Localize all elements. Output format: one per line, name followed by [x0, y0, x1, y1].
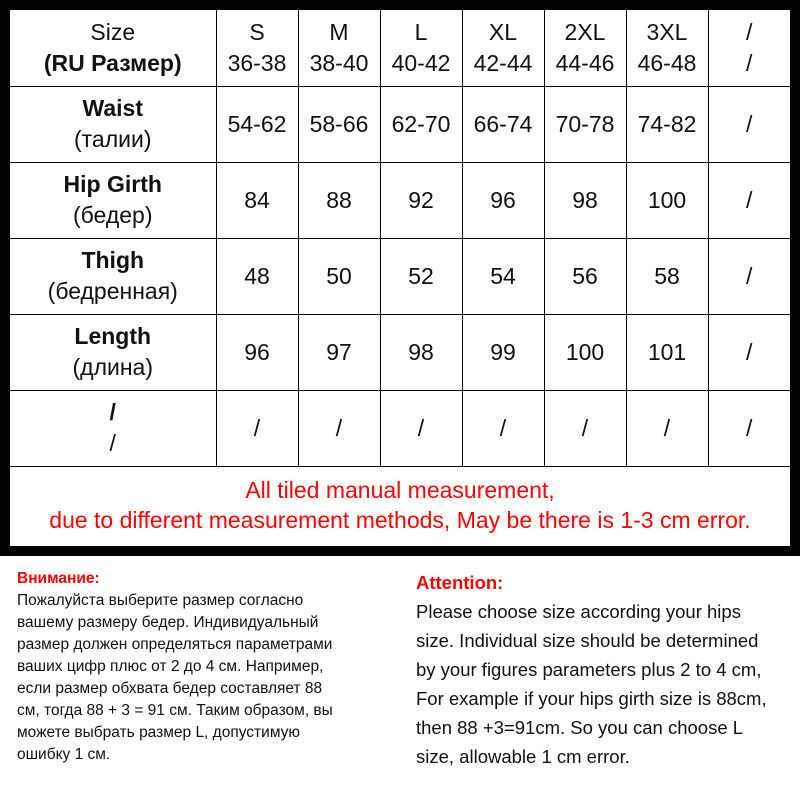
size-chart-table: [10, 10, 790, 543]
size-name: 3XL: [646, 18, 688, 45]
table-row: [10, 314, 790, 390]
row-label-ru: /: [109, 430, 116, 456]
size-name: S: [249, 18, 265, 45]
note-en-title: Attention:: [416, 572, 504, 593]
table-cell: 99: [462, 314, 544, 390]
table-cell: /: [462, 390, 544, 466]
table-cell: 48: [216, 238, 298, 314]
row-label-en: /: [109, 399, 116, 425]
size-header-cell: [462, 10, 544, 86]
table-cell: 101: [626, 314, 708, 390]
footer-line-1: All tiled manual measurement,: [245, 476, 555, 503]
table-cell: 58: [626, 238, 708, 314]
ru-size-range: 36-38: [227, 49, 287, 76]
ru-size-range: 40-42: [391, 49, 451, 76]
table-cell: 98: [544, 162, 626, 238]
size-header-cell: [216, 10, 298, 86]
note-line: вашему размеру бедер. Индивидуальный: [17, 614, 319, 631]
table-cell: 62-70: [380, 86, 462, 162]
note-line: можете выбрать размер L, допустимую: [17, 724, 301, 741]
table-cell: 98: [380, 314, 462, 390]
size-name: XL: [488, 18, 518, 45]
note-line: size, allowable 1 cm error.: [416, 746, 630, 767]
table-cell: 100: [626, 162, 708, 238]
header-label-cell: [10, 10, 216, 86]
note-line: then 88 +3=91cm. So you can choose L: [416, 717, 744, 738]
note-line: size. Individual size should be determined: [416, 630, 759, 651]
size-header-cell: [626, 10, 708, 86]
table-row: [10, 86, 790, 162]
ru-size-range: 42-44: [473, 49, 533, 76]
table-cell: 66-74: [462, 86, 544, 162]
table-cell: 96: [216, 314, 298, 390]
ru-size-range: 38-40: [309, 49, 369, 76]
size-header-cell: [708, 10, 790, 86]
table-cell: /: [544, 390, 626, 466]
note-line: ошибку 1 см.: [17, 746, 111, 763]
ru-size-range: 44-46: [555, 49, 615, 76]
row-label-cell: [10, 238, 216, 314]
table-cell: 96: [462, 162, 544, 238]
row-label-ru: (длина): [72, 354, 153, 380]
note-line: For example if your hips girth size is 88cm,: [416, 688, 767, 709]
table-cell: /: [380, 390, 462, 466]
note-ru-title: Внимание:: [17, 570, 100, 587]
note-english: [416, 568, 800, 771]
note-line: by your figures parameters plus 2 to 4 cm,: [416, 659, 762, 680]
note-russian: [17, 568, 397, 766]
table-cell: 92: [380, 162, 462, 238]
table-cell: 100: [544, 314, 626, 390]
table-cell: /: [708, 238, 790, 314]
note-line: Please choose size according your hips: [416, 601, 741, 622]
table-row: [10, 390, 790, 466]
row-label-ru: (бедер): [72, 202, 153, 228]
table-cell: /: [216, 390, 298, 466]
footer-note: [10, 466, 790, 543]
table-cell: 70-78: [544, 86, 626, 162]
size-name: 2XL: [564, 18, 606, 45]
note-line: см, тогда 88 + 3 = 91 см. Таким образом, вы: [17, 702, 333, 719]
table-cell: /: [298, 390, 380, 466]
size-label: Size: [90, 18, 136, 45]
size-header-cell: [380, 10, 462, 86]
table-cell: /: [708, 390, 790, 466]
row-label-en: Waist: [82, 95, 143, 121]
table-cell: 84: [216, 162, 298, 238]
row-label-en: Thigh: [81, 247, 145, 273]
row-label-cell: [10, 390, 216, 466]
table-cell: 56: [544, 238, 626, 314]
table-cell: 74-82: [626, 86, 708, 162]
table-row: [10, 162, 790, 238]
row-label-ru: (талии): [73, 126, 152, 152]
note-line: ваших цифр плюс от 2 до 4 см. Например,: [17, 658, 324, 675]
size-header-cell: [298, 10, 380, 86]
ru-size-range: 46-48: [637, 49, 697, 76]
table-cell: /: [708, 314, 790, 390]
size-name: /: [746, 18, 753, 45]
row-label-ru: (бедренная): [47, 278, 178, 304]
ru-size-label: (RU Размер): [43, 49, 182, 76]
header-row: [10, 10, 790, 86]
table-cell: 54: [462, 238, 544, 314]
table-row: [10, 238, 790, 314]
table-cell: 97: [298, 314, 380, 390]
table-cell: 54-62: [216, 86, 298, 162]
table-cell: 50: [298, 238, 380, 314]
note-line: если размер обхвата бедер составляет 88: [17, 680, 323, 697]
table-cell: /: [626, 390, 708, 466]
row-label-cell: [10, 162, 216, 238]
table-cell: /: [708, 162, 790, 238]
footer-row: [10, 466, 790, 543]
row-label-cell: [10, 86, 216, 162]
footer-line-2: due to different measurement methods, May be there is 1-3 cm error.: [49, 506, 751, 533]
note-line: размер должен определяться параметрами: [17, 636, 333, 653]
table-cell: /: [708, 86, 790, 162]
row-label-en: Hip Girth: [63, 171, 162, 197]
size-name: L: [414, 18, 428, 45]
size-header-cell: [544, 10, 626, 86]
ru-size-range: /: [746, 49, 753, 76]
table-cell: 88: [298, 162, 380, 238]
table-cell: 58-66: [298, 86, 380, 162]
note-line: Пожалуйста выберите размер согласно: [17, 592, 304, 609]
row-label-en: Length: [74, 323, 152, 349]
size-name: M: [329, 18, 349, 45]
table-cell: 52: [380, 238, 462, 314]
row-label-cell: [10, 314, 216, 390]
